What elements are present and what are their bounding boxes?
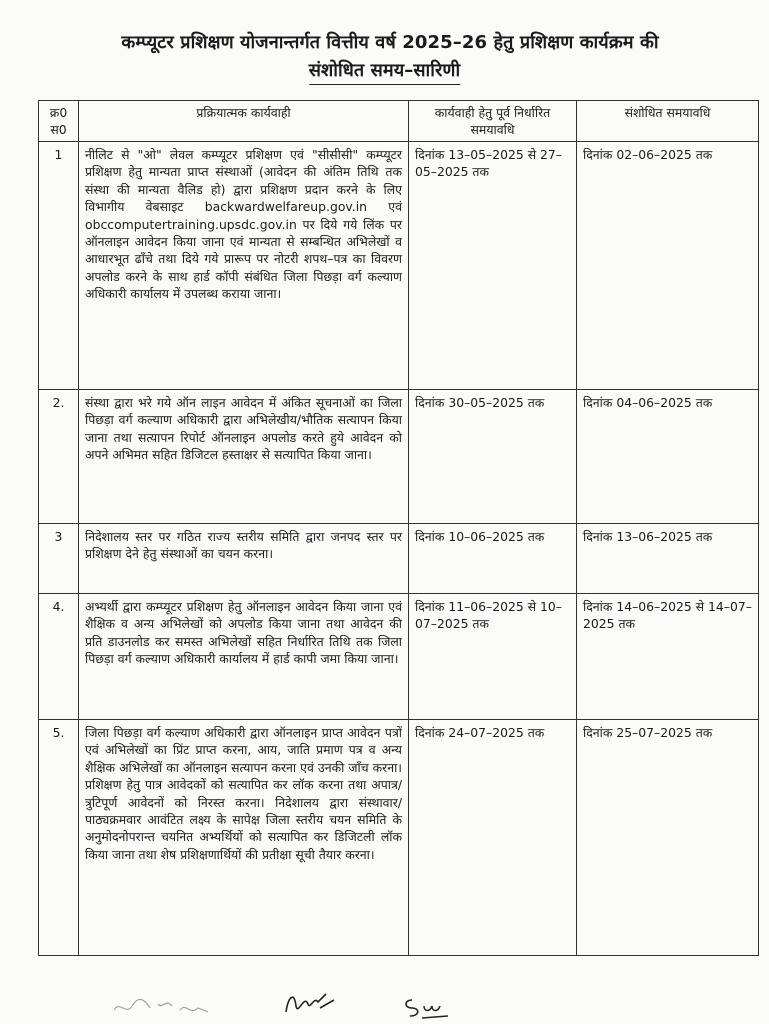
- row-original-period: दिनांक 11–06–2025 से 10–07–2025 तक: [409, 594, 577, 720]
- row-original-period: दिनांक 24–07–2025 तक: [409, 720, 577, 956]
- row-serial: 3: [39, 524, 79, 594]
- signature-mark-left: [110, 992, 220, 1020]
- row-revised-period: दिनांक 13–06–2025 तक: [577, 524, 759, 594]
- signature-mark-right: [402, 994, 452, 1020]
- header-original-period: कार्यवाही हेतु पूर्व निर्धारित समयावधि: [409, 101, 577, 142]
- row-activity: संस्था द्वारा भरे गये ऑन लाइन आवेदन में अंकित सूचनाओं का जिला पिछड़ा वर्ग कल्याण अधिकारी द्वारा अभिलेखीय/भौतिक सत्यापन किया जाना तथा सत्यापन रिपोर्ट ऑनलाइन अपलोड करते हुये आवेदन को अपने अभिमत सहित डिजिटल हस्ताक्षर से सत्यापित किया जाना।: [79, 390, 409, 524]
- header-activity: प्रक्रियात्मक कार्यवाही: [79, 101, 409, 142]
- row-revised-period: दिनांक 14–06–2025 से 14–07–2025 तक: [577, 594, 759, 720]
- table-row: [39, 390, 759, 524]
- row-serial: 4.: [39, 594, 79, 720]
- row-serial: 2.: [39, 390, 79, 524]
- header-revised-period: संशोधित समयावधि: [577, 101, 759, 142]
- table-header-row: [39, 101, 759, 142]
- row-revised-period: दिनांक 02–06–2025 तक: [577, 142, 759, 390]
- row-revised-period: दिनांक 25–07–2025 तक: [577, 720, 759, 956]
- row-activity: निदेशालय स्तर पर गठित राज्य स्तरीय समिति द्वारा जनपद स्तर पर प्रशिक्षण देने हेतु संस्थाओं का चयन करना।: [79, 524, 409, 594]
- row-activity: अभ्यर्थी द्वारा कम्प्यूटर प्रशिक्षण हेतु ऑनलाइन आवेदन किया जाना एवं शैक्षिक व अन्य अभिलेखों को अपलोड किया जाना तथा आवेदन की प्रति डाउनलोड कर समस्त अभिलेखों सहित निर्धारित तिथि तक जिला पिछड़ा वर्ग कल्याण अधिकारी कार्यालय में हार्ड कापी जमा किया जाना।: [79, 594, 409, 720]
- row-serial: 1: [39, 142, 79, 390]
- table-row: [39, 594, 759, 720]
- row-original-period: दिनांक 13–05–2025 से 27–05–2025 तक: [409, 142, 577, 390]
- document-subtitle: संशोधित समय–सारिणी: [309, 58, 460, 85]
- table-row: [39, 720, 759, 956]
- table-row: [39, 142, 759, 390]
- row-revised-period: दिनांक 04–06–2025 तक: [577, 390, 759, 524]
- schedule-table: [38, 100, 759, 956]
- row-activity: नीलिट से "ओ" लेवल कम्प्यूटर प्रशिक्षण एवं "सीसीसी" कम्प्यूटर प्रशिक्षण हेतु मान्यता प्राप्त संस्थाओं (आवेदन की अंतिम तिथि तक संस्था की मान्यता वैलिड हो) द्वारा प्रशिक्षण प्रदान करने के लिए विभागीय वेबसाइट backwardwelfareup.gov.in एवं obccomputertraining.upsdc.gov.in पर दिये गये लिंक पर ऑनलाइन आवेदन किया जाना एवं मान्यता से सम्बन्धित अभिलेखों व आधारभूत ढाँचे तथा दिये गये प्रारूप पर नोटरी शपथ–पत्र का विवरण अपलोड करने के साथ हार्ड कॉपी संबंधित जिला पिछड़ा वर्ग कल्याण अधिकारी कार्यालय में उपलब्ध कराया जाना।: [79, 142, 409, 390]
- signature-mark-center: [280, 986, 340, 1020]
- table-row: [39, 524, 759, 594]
- row-original-period: दिनांक 10–06–2025 तक: [409, 524, 577, 594]
- header-serial: क्र0 स0: [39, 101, 79, 142]
- row-activity: जिला पिछड़ा वर्ग कल्याण अधिकारी द्वारा ऑनलाइन प्राप्त आवेदन पत्रों एवं अभिलेखों का प्रिंट प्राप्त करना, आय, जाति प्रमाण पत्र व अन्य शैक्षिक अभिलेखों का ऑनलाइन सत्यापन करना एवं उनकी जाँच करना। प्रशिक्षण हेतु पात्र आवेदकों को सत्यापित कर लॉक करना तथा अपात्र/त्रुटिपूर्ण आवेदनों को निरस्त करना। निदेशालय द्वारा संस्थावार/पाठ्यक्रमवार आवंटित लक्ष्य के सापेक्ष जिला स्तरीय चयन समिति के अनुमोदनोपरान्त चयनित अभ्यर्थियों को सत्यापित कर डिजिटली लॉक किया जाना तथा शेष प्रशिक्षणार्थियों की प्रतीक्षा सूची तैयार करना।: [79, 720, 409, 956]
- document-title: कम्प्यूटर प्रशिक्षण योजनान्तर्गत वित्तीय वर्ष 2025–26 हेतु प्रशिक्षण कार्यक्रम की: [121, 32, 659, 53]
- row-original-period: दिनांक 30–05–2025 तक: [409, 390, 577, 524]
- row-serial: 5.: [39, 720, 79, 956]
